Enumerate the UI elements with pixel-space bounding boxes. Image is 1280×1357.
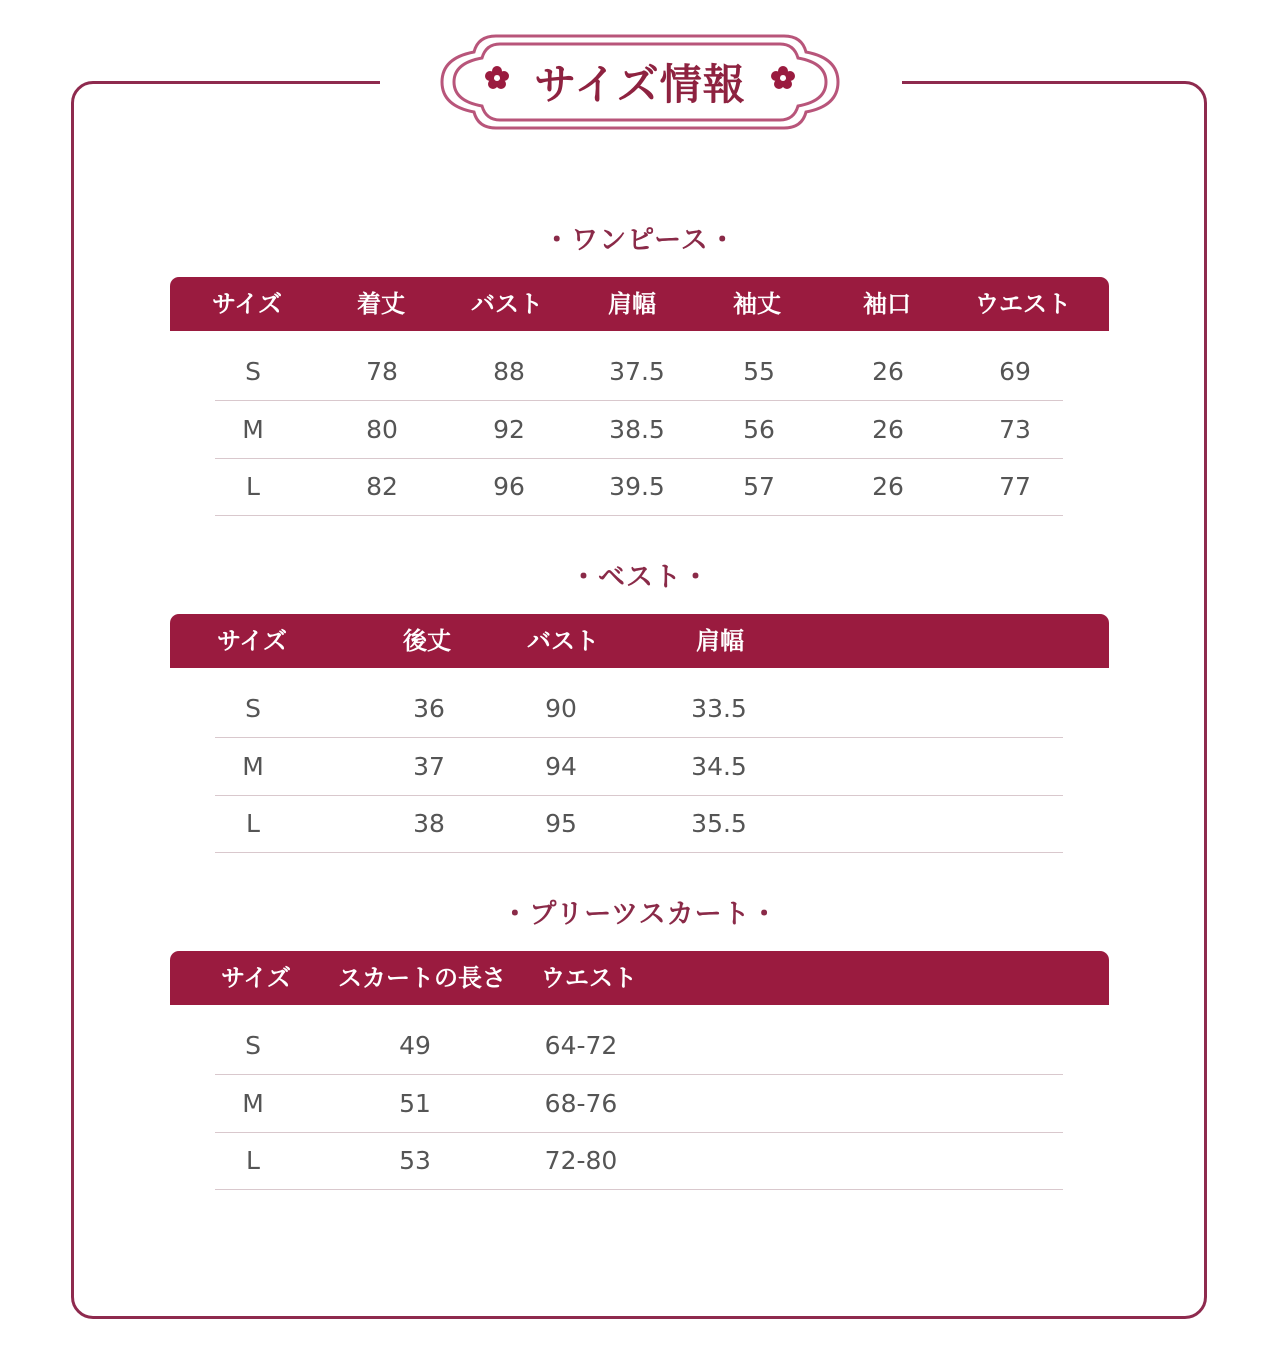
table-cell: 64-72 xyxy=(544,1031,618,1060)
table-cell: 34.5 xyxy=(691,752,747,781)
table-row xyxy=(215,1017,1063,1075)
header-cell: 着丈 xyxy=(357,290,405,318)
header-cell: ウエスト xyxy=(975,290,1071,318)
header-cell: サイズ xyxy=(211,290,283,318)
table-cell: 88 xyxy=(493,357,525,386)
table-cell: 78 xyxy=(366,357,398,386)
table-cell: 72-80 xyxy=(544,1146,618,1175)
table-cell: 38 xyxy=(413,809,445,838)
table-cell: L xyxy=(246,1146,260,1175)
table-cell: S xyxy=(245,357,261,386)
section-title-onepiece: ・ワンピース・ xyxy=(543,225,737,256)
table-cell: 82 xyxy=(366,472,398,501)
table-cell: L xyxy=(246,472,260,501)
table-cell: 51 xyxy=(399,1089,431,1118)
table-cell: 26 xyxy=(872,415,904,444)
header-cell: 後丈 xyxy=(403,627,451,655)
table-cell: 36 xyxy=(413,694,445,723)
table-cell: 68-76 xyxy=(544,1089,618,1118)
header-cell: サイズ xyxy=(220,964,292,992)
table-cell: 35.5 xyxy=(691,809,747,838)
header-cell: 肩幅 xyxy=(696,627,744,655)
table-row xyxy=(215,458,1063,516)
table-cell: M xyxy=(242,1089,264,1118)
table-cell: 56 xyxy=(743,415,775,444)
table-cell: M xyxy=(242,415,264,444)
table-cell: 95 xyxy=(545,809,577,838)
header-cell: バスト xyxy=(527,627,599,655)
header-cell: サイズ xyxy=(216,627,288,655)
table-row xyxy=(215,738,1063,796)
table-row xyxy=(215,1132,1063,1190)
table-header-vest xyxy=(170,614,1109,668)
table-cell: 33.5 xyxy=(691,694,747,723)
header-cell: バスト xyxy=(471,290,543,318)
table-cell: 96 xyxy=(493,472,525,501)
table-cell: 73 xyxy=(999,415,1031,444)
table-cell: 53 xyxy=(399,1146,431,1175)
table-cell: S xyxy=(245,694,261,723)
table-row xyxy=(215,343,1063,401)
header-cell: 肩幅 xyxy=(608,290,656,318)
table-cell: L xyxy=(246,809,260,838)
table-header-onepiece xyxy=(170,277,1109,331)
table-cell: 94 xyxy=(545,752,577,781)
table-cell: 90 xyxy=(545,694,577,723)
table-row xyxy=(215,401,1063,459)
title-badge xyxy=(438,30,842,134)
table-cell: 37 xyxy=(413,752,445,781)
section-title-skirt: ・プリーツスカート・ xyxy=(501,899,779,930)
table-cell: 80 xyxy=(366,415,398,444)
table-cell: 55 xyxy=(743,357,775,386)
header-cell: ウエスト xyxy=(541,964,637,992)
table-cell: 37.5 xyxy=(609,357,665,386)
table-cell: 57 xyxy=(743,472,775,501)
table-row xyxy=(215,795,1063,853)
table-cell: 38.5 xyxy=(609,415,665,444)
table-cell: S xyxy=(245,1031,261,1060)
table-cell: 26 xyxy=(872,357,904,386)
table-cell: M xyxy=(242,752,264,781)
table-cell: 69 xyxy=(999,357,1031,386)
table-cell: 26 xyxy=(872,472,904,501)
table-cell: 77 xyxy=(999,472,1031,501)
table-cell: 39.5 xyxy=(609,472,665,501)
section-title-vest: ・ベスト・ xyxy=(570,562,710,593)
table-cell: 92 xyxy=(493,415,525,444)
header-cell: 袖丈 xyxy=(733,290,781,318)
table-row xyxy=(215,1075,1063,1133)
table-cell: 49 xyxy=(399,1031,431,1060)
table-row xyxy=(215,680,1063,738)
header-cell: スカートの長さ xyxy=(338,964,506,992)
table-header-skirt xyxy=(170,951,1109,1005)
page-title: サイズ情報 xyxy=(534,60,746,109)
header-cell: 袖口 xyxy=(863,290,911,318)
